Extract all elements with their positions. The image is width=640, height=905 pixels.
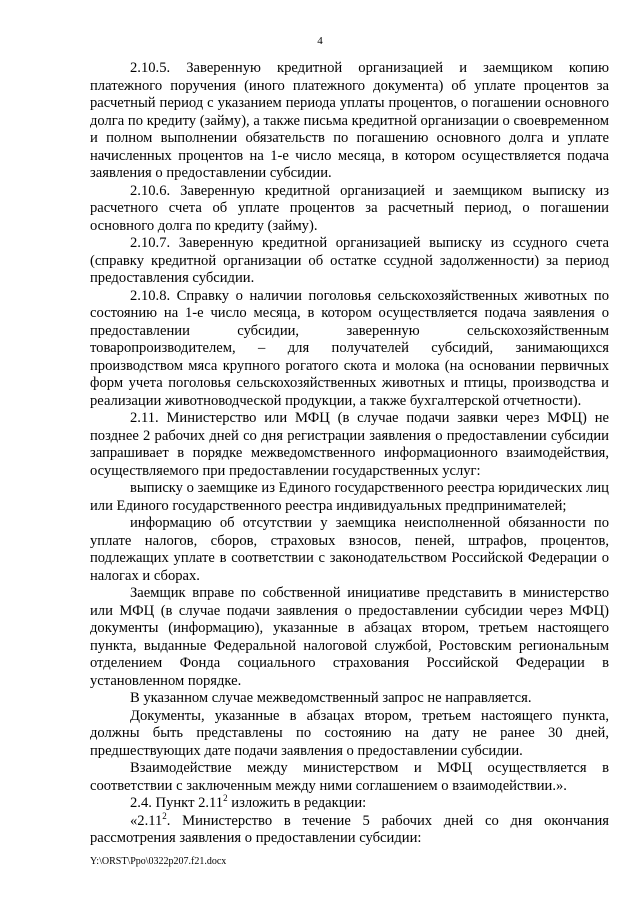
paragraph-no-request: В указанном случае межведомственный запрос не направляется.	[130, 690, 532, 706]
page-number: 4	[317, 35, 323, 47]
footer-file-path: Y:\ORST\Ppo\0322p207.f21.docx	[90, 856, 227, 867]
paragraph-2-11-2	[90, 810, 609, 848]
document-body	[90, 60, 609, 848]
item-2-4-sup: 2	[223, 793, 228, 804]
paragraph-2-10-6: 2.10.6. Заверенную кредитной организацией и заемщиком выписку из расчетного счета об уплате процентов за расчетный период, о погашении основного долга по кредиту (займу).	[90, 182, 609, 234]
paragraph-2-11: 2.11. Министерство или МФЦ (в случае подачи заявки через МФЦ) не позднее 2 рабочих дней со дня регистрации заявления о предоставлении субсидии запрашивает в порядке межведомственного информационного взаимодействия, осуществляемого при предоставлении государственных услуг:	[90, 410, 609, 479]
paragraph-tax-info: информацию об отсутствии у заемщика неисполненной обязанности по уплате налогов, сборов, страховых взносов, пеней, штрафов, процентов, подлежащих уплате в соответствии с законодательством Российской Федерации о налогах и сборах.	[90, 515, 609, 584]
paragraph-2-10-7: 2.10.7. Заверенную кредитной организацией выписку из ссудного счета (справку кредитной организации об остатке ссудной задолженности) за период предоставления субсидии.	[90, 235, 609, 286]
item-2-4-prefix: 2.4. Пункт 2.11	[130, 795, 224, 811]
paragraph-extract-registry: выписку о заемщике из Единого государственного реестра юридических лиц или Единого государственного реестра индивидуальных предпринимателей;	[90, 480, 609, 514]
paragraph-2-4	[90, 795, 609, 813]
paragraph-borrower-right: Заемщик вправе по собственной инициативе представить в министерство или МФЦ (в случае подачи заявления о предоставлении субсидии через МФЦ) документы (информацию), указанные в абзацах втором, третьем настоящего пункта, выданные Федеральной налоговой службой, Ростовским региональным отделением Фонда социального страхования Российской Федерации в установленном порядке.	[90, 585, 609, 689]
item-2-4-suffix: изложить в редакции:	[227, 795, 367, 811]
paragraph-2-10-5: 2.10.5. Заверенную кредитной организацией и заемщиком копию платежного поручения (иного платежного документа) об уплате процентов за расчетный период с указанием периода уплаты процентов, о погашении основного долга по кредиту (займу), а также письма кредитной организации о своевременном и полном выполнении обязательств по погашению основного долга и уплате начисленных процентов на 1-е число месяца, в котором осуществляется подача заявления о предоставлении субсидии.	[90, 60, 609, 181]
item-2-11-2-sup: 2	[162, 810, 167, 821]
paragraph-2-10-8: 2.10.8. Справку о наличии поголовья сельскохозяйственных животных по состоянию на 1-е число месяца, в котором осуществляется подача заявления о предоставлении субсидии, заверенную сельскохозяйственным товаропроизводителем, – для получателей субсидий, занимающихся производством мяса крупного рогатого скота и молока (на основании первичных форм учета поголовья сельскохозяйственных животных и птицы, производства и реализации животноводческой продукции, а также бухгалтерской отчетности).	[90, 287, 609, 409]
paragraph-interaction: Взаимодействие между министерством и МФЦ осуществляется в соответствии с заключенным между ними соглашением о взаимодействии.».	[90, 760, 609, 794]
paragraph-documents-date: Документы, указанные в абзацах втором, третьем настоящего пункта, должны быть представлены по состоянию на дату не ранее 30 дней, предшествующих дате подачи заявления о предоставлении субсидии.	[90, 707, 609, 759]
item-2-11-2-suffix: . Министерство в течение 5 рабочих дней со дня окончания рассмотрения заявления о предоставлении субсидии:	[90, 812, 609, 846]
item-2-11-2-prefix: «2.11	[130, 812, 163, 829]
